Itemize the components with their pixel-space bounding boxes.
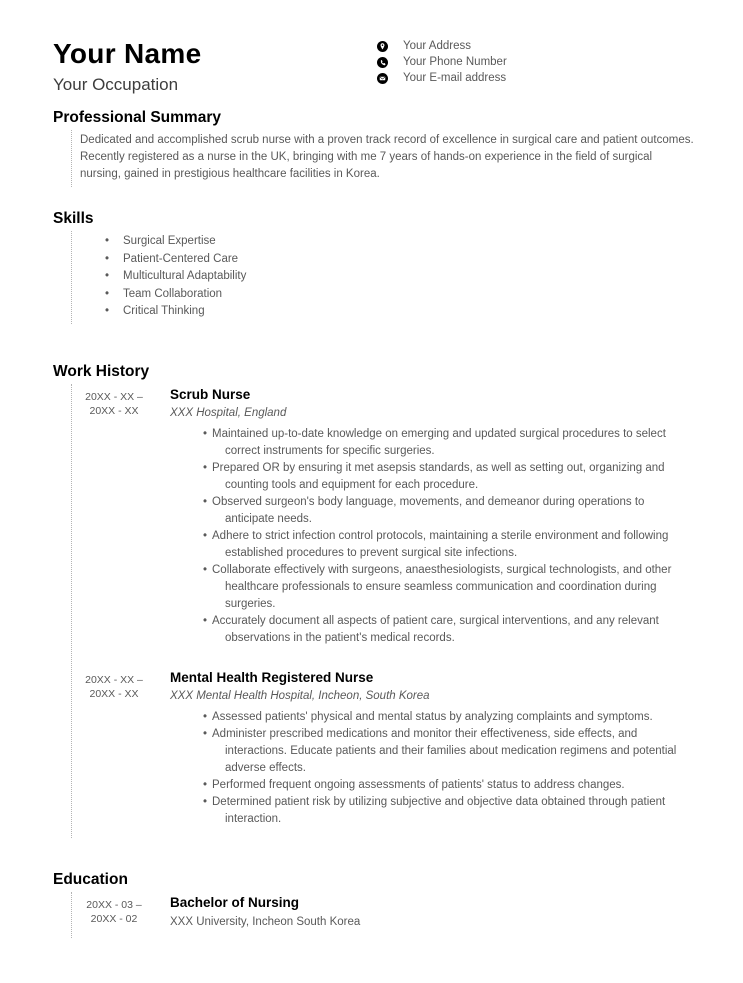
email-icon — [377, 73, 388, 84]
job-company: XXX Hospital, England — [170, 406, 287, 419]
work-entry-content — [170, 667, 687, 830]
date-range-end: 20XX - XX — [89, 404, 139, 417]
work-entry-content — [170, 384, 687, 649]
date-range-end: 20XX - XX — [89, 687, 139, 700]
job-title: Mental Health Registered Nurse — [170, 669, 374, 685]
degree-title: Bachelor of Nursing — [170, 894, 300, 910]
professional-summary-body — [71, 130, 695, 187]
date-range-start: 20XX - XX – — [85, 390, 143, 403]
identity-block — [53, 38, 695, 95]
job-bullet-list — [170, 709, 687, 830]
skill-item: • Team Collaboration — [72, 286, 695, 304]
skill-item: • Multicultural Adaptability — [72, 268, 695, 286]
job-bullet: • Maintained up-to-date knowledge on emerging and updated surgical procedures to select correct instruments for specific surgeries. — [170, 426, 687, 460]
job-bullet-list — [170, 426, 687, 649]
contact-phone-row — [377, 57, 507, 68]
job-company: XXX Mental Health Hospital, Incheon, South Korea — [170, 689, 430, 702]
section-education — [53, 870, 695, 938]
work-history-body — [71, 384, 695, 838]
person-occupation: Your Occupation — [53, 75, 179, 94]
section-professional-summary — [53, 108, 695, 187]
professional-summary-text: Dedicated and accomplished scrub nurse with a proven track record of excellence in surgical care and patient outcomes. Recently registered as a nurse in the UK, bringing with me 7 years of hands-on experience in the field of surgical nursing, gained in prestigious healthcare facilities in Korea. — [80, 134, 694, 180]
job-bullet: • Prepared OR by ensuring it met asepsis standards, as well as setting out, organizing and counting tools and equipment for each procedure. — [170, 460, 687, 494]
education-body — [71, 892, 695, 938]
contact-block — [377, 41, 507, 89]
work-entry-dates — [72, 384, 156, 649]
resume-header — [53, 38, 695, 95]
job-bullet: • Adhere to strict infection control protocols, maintaining a sterile environment and following established procedures to prevent surgical site infections. — [170, 528, 687, 562]
skill-item: • Surgical Expertise — [72, 233, 695, 251]
work-history-heading: Work History — [53, 362, 150, 380]
location-pin-icon — [377, 41, 388, 52]
phone-icon — [377, 57, 388, 68]
work-entry-dates — [72, 667, 156, 830]
job-bullet: • Observed surgeon's body language, movements, and demeanor during operations to anticipate needs. — [170, 494, 687, 528]
job-bullet: • Performed frequent ongoing assessments of patients' status to address changes. — [170, 777, 687, 794]
contact-address-label: Your Address — [403, 40, 471, 52]
work-entry — [72, 384, 695, 649]
section-skills — [53, 209, 695, 324]
section-work-history — [53, 362, 695, 838]
work-entry — [72, 667, 695, 830]
education-heading: Education — [53, 870, 128, 888]
contact-phone-label: Your Phone Number — [403, 56, 507, 68]
job-title: Scrub Nurse — [170, 386, 251, 402]
contact-email-row — [377, 73, 507, 84]
person-name: Your Name — [53, 38, 202, 69]
skills-list — [72, 231, 695, 324]
job-bullet: • Assessed patients' physical and mental status by analyzing complaints and symptoms. — [170, 709, 687, 726]
contact-email-label: Your E-mail address — [403, 72, 507, 84]
skills-heading: Skills — [53, 210, 94, 227]
contact-address-row — [377, 41, 507, 52]
education-entry-dates — [72, 892, 156, 930]
education-entry-content — [170, 892, 687, 930]
date-range-end: 20XX - 02 — [90, 912, 138, 925]
job-bullet: • Administer prescribed medications and monitor their effectiveness, side effects, and interactions. Educate patients and their families about medication regimens and potential adverse effects. — [170, 726, 687, 777]
job-bullet: • Collaborate effectively with surgeons, anaesthesiologists, surgical technologists, and other healthcare professionals to ensure seamless communication and coordination during surgeries. — [170, 562, 687, 613]
skill-item: • Critical Thinking — [72, 303, 695, 321]
professional-summary-heading: Professional Summary — [53, 109, 221, 126]
date-range-start: 20XX - 03 – — [86, 898, 142, 911]
date-range-start: 20XX - XX – — [85, 673, 143, 686]
job-bullet: • Accurately document all aspects of patient care, surgical interventions, and any relevant observations in the patient's medical records. — [170, 613, 687, 647]
skills-body — [71, 231, 695, 324]
school-name: XXX University, Incheon South Korea — [170, 915, 361, 928]
job-bullet: • Determined patient risk by utilizing subjective and objective data obtained through patient interaction. — [170, 794, 687, 828]
skill-item: • Patient-Centered Care — [72, 251, 695, 269]
education-entry — [72, 892, 695, 930]
